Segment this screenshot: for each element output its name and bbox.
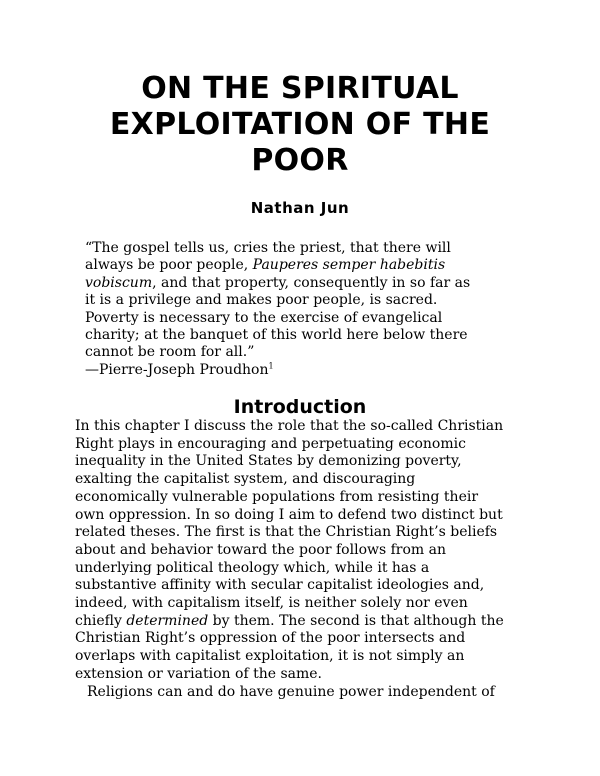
body-text-segment: by them. The second is that although the (208, 612, 504, 629)
body-line: extension or variation of the same. (75, 665, 322, 682)
body-line: about and behavior toward the poor follows from an (75, 541, 447, 558)
body-line: indeed, with capitalism itself, is neither solely nor even (75, 595, 468, 612)
title-line-3: POOR (251, 143, 349, 178)
body-line: Right plays in encouraging and perpetuating economic (75, 435, 466, 452)
body-line: related theses. The first is that the Christian Right’s beliefs (75, 524, 498, 541)
footnote-marker[interactable]: 1 (268, 361, 274, 371)
epigraph-text: always be poor people, (85, 257, 253, 274)
title-line-2: EXPLOITATION OF THE (109, 107, 491, 142)
body-line: In this chapter I discuss the role that the so-called Christian (75, 418, 504, 434)
section-heading: Introduction (233, 396, 367, 418)
body-line: economically vulnerable populations from resisting their (75, 488, 479, 505)
body-line: Religions can and do have genuine power independent of (87, 683, 495, 700)
epigraph-latin-phrase: vobiscum (85, 274, 153, 291)
body-line: own oppression. In so doing I aim to defend two distinct but (75, 506, 503, 523)
epigraph-text: , and that property, consequently in so far as (152, 274, 471, 291)
body-line: underlying political theology which, while it has a (75, 559, 430, 576)
title-line-1: ON THE SPIRITUAL (141, 71, 459, 106)
epigraph-latin-phrase: Pauperes semper habebitis (252, 257, 446, 274)
body-line: overlaps with capitalist exploitation, it is not simply an (75, 648, 465, 665)
epigraph-line (85, 275, 505, 292)
body-line (75, 613, 535, 631)
epigraph-line (85, 257, 505, 274)
body-line: Christian Right’s oppression of the poor intersects and (75, 630, 466, 647)
epigraph-line: cannot be room for all.” (85, 344, 255, 361)
body-line: inequality in the United States by demonizing poverty, (75, 453, 462, 470)
body-text-segment: chiefly (75, 612, 127, 629)
body-line: substantive affinity with secular capitalist ideologies and, (75, 577, 485, 594)
body-line: exalting the capitalist system, and discouraging (75, 471, 416, 488)
epigraph-line: “The gospel tells us, cries the priest, that there will (85, 240, 451, 256)
epigraph-line: Poverty is necessary to the exercise of evangelical (85, 309, 443, 326)
attribution-text: —Pierre-Joseph Proudhon (85, 361, 269, 378)
emphasized-word: determined (126, 612, 209, 629)
body-text (75, 418, 535, 701)
epigraph-line: charity; at the banquet of this world here below there (85, 327, 468, 344)
epigraph-attribution (85, 362, 505, 379)
author-name: Nathan Jun (250, 199, 350, 217)
epigraph-line: it is a privilege and makes poor people, is sacred. (85, 292, 438, 309)
epigraph (85, 240, 505, 379)
